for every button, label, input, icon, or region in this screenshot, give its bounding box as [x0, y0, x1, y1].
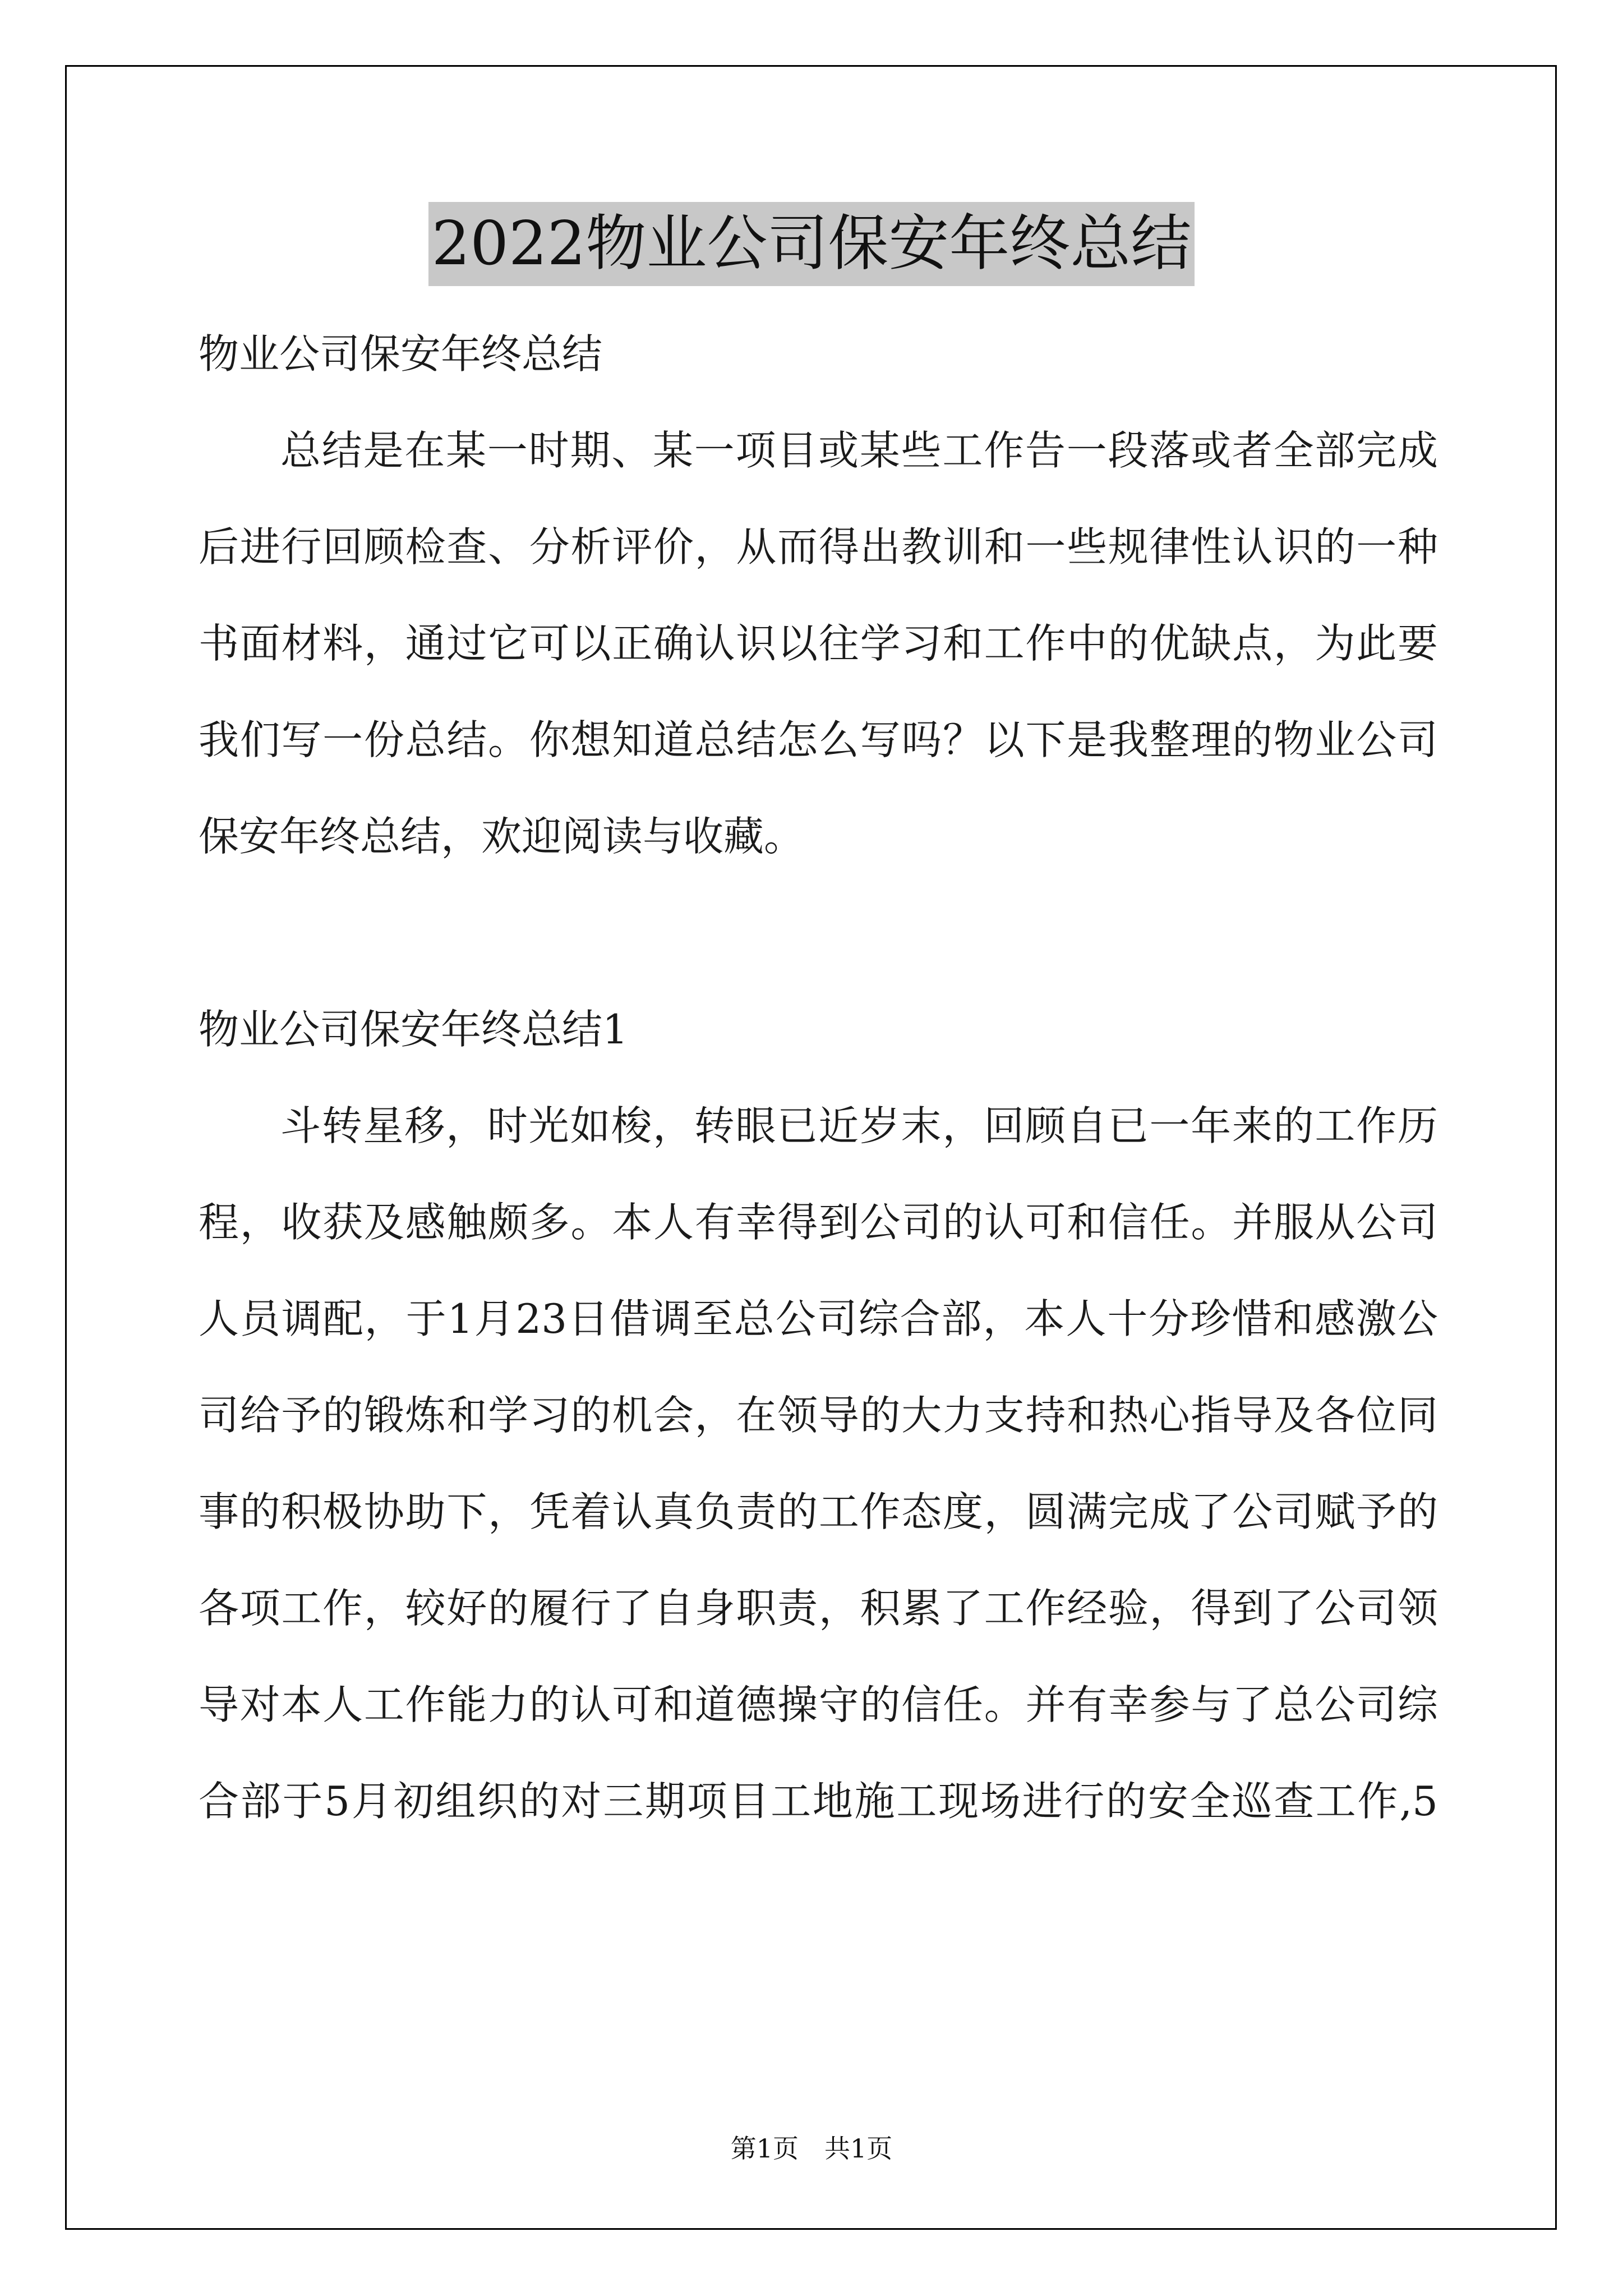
- section1-line-1: 斗转星移，时光如梭，转眼已近岁末，回顾自已一年来的工作历: [280, 1102, 1438, 1149]
- intro-line-2: 后进行回顾检查、分析评价，从而得出教训和一些规律性认识的一种: [199, 523, 1438, 570]
- document-title: 2022物业公司保安年终总结: [428, 202, 1195, 286]
- section1-line-6: 各项工作，较好的履行了自身职责，积累了工作经验，得到了公司领: [199, 1585, 1438, 1632]
- section1-line-3: 人员调配，于1月23日借调至总公司综合部，本人十分珍惜和感激公: [199, 1295, 1438, 1342]
- section1-line-7: 导对本人工作能力的认可和道德操守的信任。并有幸参与了总公司综: [199, 1681, 1438, 1728]
- section1-line-8: 合部于5月初组织的对三期项目工地施工现场进行的安全巡查工作,5: [199, 1778, 1438, 1825]
- section1-heading: 物业公司保安年终总结1: [199, 1006, 628, 1053]
- intro-line-5: 保安年终总结，欢迎阅读与收藏。: [199, 813, 805, 860]
- title-container: [0, 202, 1623, 286]
- paragraph-gap: [199, 885, 1438, 981]
- intro-line-3: 书面材料，通过它可以正确认识以往学习和工作中的优缺点，为此要: [199, 620, 1438, 667]
- intro-line-1: 总结是在某一时期、某一项目或某些工作告一段落或者全部完成: [280, 427, 1438, 474]
- section1-line-2: 程，收获及感触颇多。本人有幸得到公司的认可和信任。并服从公司: [199, 1199, 1438, 1246]
- document-body: [199, 306, 1438, 1849]
- subtitle: 物业公司保安年终总结: [199, 330, 603, 378]
- section1-line-4: 司给予的锻炼和学习的机会，在领导的大力支持和热心指导及各位同: [199, 1392, 1438, 1439]
- page-footer: 第1页 共1页: [730, 2133, 893, 2164]
- section1-line-5: 事的积极协助下，凭着认真负责的工作态度，圆满完成了公司赋予的: [199, 1488, 1438, 1535]
- intro-line-4: 我们写一份总结。你想知道总结怎么写吗？以下是我整理的物业公司: [199, 716, 1438, 763]
